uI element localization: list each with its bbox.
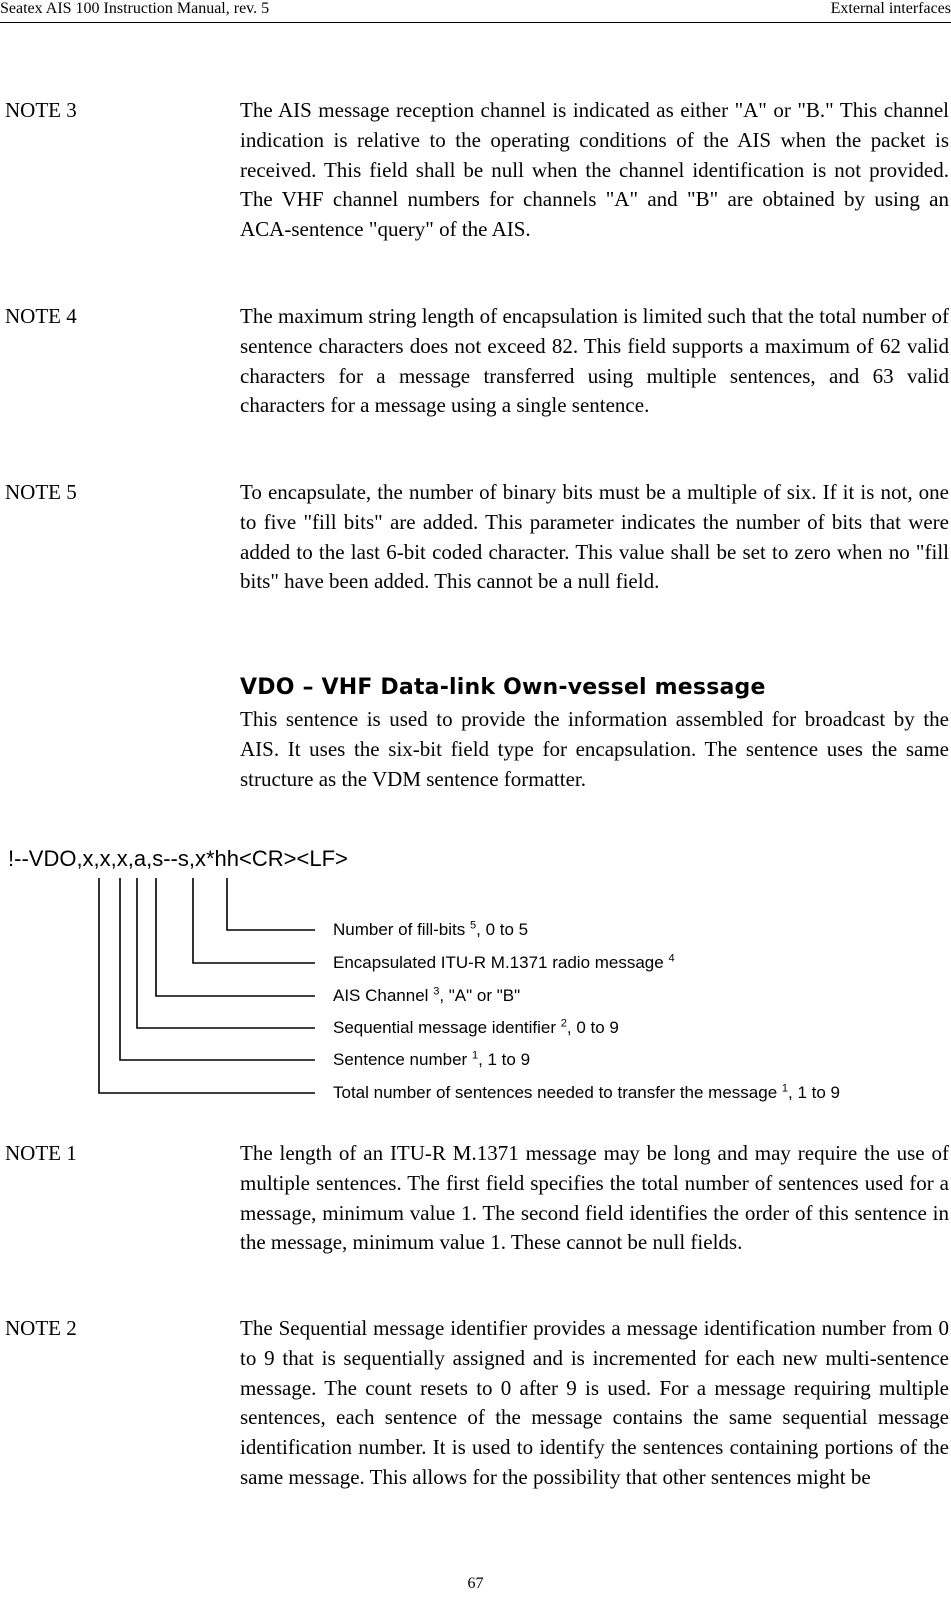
note-label: NOTE 1 [5,1141,77,1165]
connector-sequential-id [137,878,315,1028]
connector-sentence-number [120,878,315,1060]
header-document-title: Seatex AIS 100 Instruction Manual, rev. 5 [0,0,270,17]
connector-encapsulated-message [193,878,315,963]
page-number: 67 [467,1575,484,1592]
field-label-sentence-number: Sentence number $^1$, 1 to 9 [333,1049,531,1069]
field-label-sequential-id: Sequential message identifier $^2$, 0 to 9 [333,1017,619,1037]
section-intro: This sentence is used to provide the information assembled for broadcast by the AIS. It uses the six-bit field type for encapsulation. The sentence uses the same structure as the VDM sentence formatter. [240,707,949,791]
vdo-sentence-format: !--VDO,x,x,x,a,s--s,x*hh<CR><LF> [8,846,348,871]
note-text: The AIS message reception channel is indicated as either "A" or "B." This channel indication is relative to the operating conditions of the AIS when the packet is received. This field shall be null when the channel identification is not provided. The VHF channel numbers for channels "A" and "B" are obtained by using an ACA-sentence "query" of the AIS. [240,98,949,242]
field-label-encapsulated-message: Encapsulated ITU-R M.1371 radio message $^4$ [333,952,675,972]
note-text: The Sequential message identifier provides a message identification number from 0 to 9 that is sequentially assigned and is incremented for each new multi-sentence message. The count resets to 0 after 9 is used. For a message requiring multiple sentences, each sentence of the message contains the same sequential message identification number. It is used to identify the sentences containing portions of the same message. This allows for the possibility that other sentences might be [240,1316,949,1489]
header-section-title: External interfaces [830,0,951,17]
connector-fill-bits [227,878,315,930]
note-label: NOTE 4 [5,304,77,328]
field-label-total-sentences: Total number of sentences needed to transfer the message $^1$, 1 to 9 [333,1082,841,1102]
note-label: NOTE 2 [5,1316,77,1340]
field-label-ais-channel: AIS Channel $^3$, "A" or "B" [333,985,521,1005]
section-heading: VDO – VHF Data-link Own-vessel message [240,675,766,700]
note-text: The maximum string length of encapsulation is limited such that the total number of sentence characters does not exceed 82. This field supports a maximum of 62 valid characters for a message transferred using multiple sentences, and 63 valid characters for a message using a single sentence. [240,304,949,418]
field-label-fill-bits: Number of fill-bits $^5$, 0 to 5 [333,919,529,939]
note-label: NOTE 3 [5,98,77,122]
note-label: NOTE 5 [5,480,77,504]
sentence-format-diagram [0,838,951,1108]
note-text: To encapsulate, the number of binary bits must be a multiple of six. If it is not, one to five "fill bits" are added. This parameter indicates the number of bits that were added to the last 6-bit coded character. This value shall be set to zero when no "fill bits" have been added. This cannot be a null field. [240,480,949,594]
connector-ais-channel [156,878,315,996]
note-text: The length of an ITU-R M.1371 message may be long and may require the use of multiple sentences. The first field specifies the total number of sentences used for a message, minimum value 1. The second field identifies the order of this sentence in the message, minimum value 1. These cannot be null fields. [240,1141,949,1255]
page-header [0,0,951,23]
